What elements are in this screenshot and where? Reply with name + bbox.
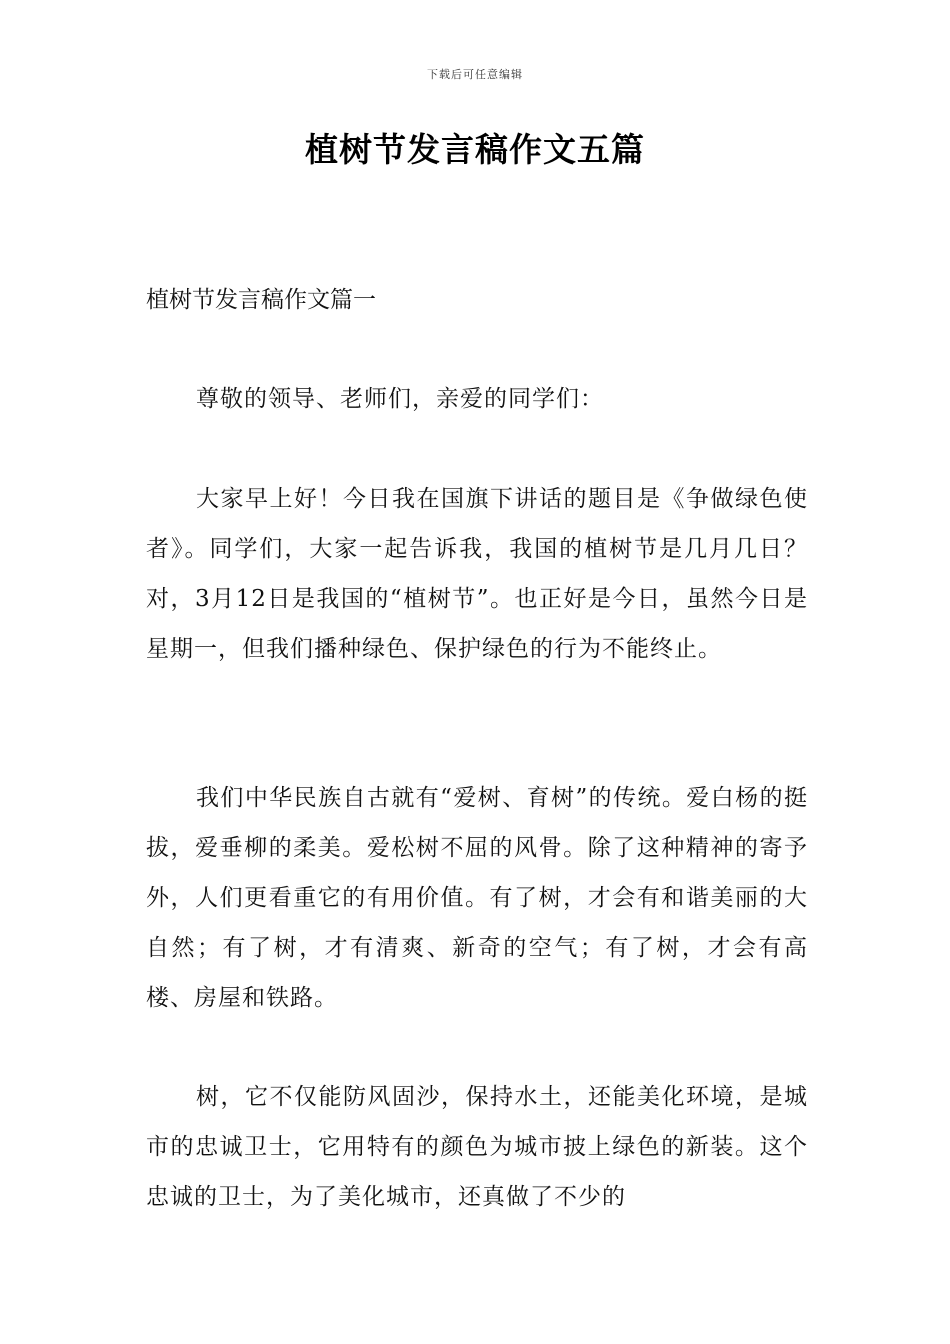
header-note: 下载后可任意编辑: [427, 68, 523, 81]
paragraph: 树，它不仅能防风固沙，保持水土，还能美化环境，是城市的忠诚卫士，它用特有的颜色为城市披上绿色的新装。这个忠诚的卫士，为了美化城市，还真做了不少的: [146, 1084, 808, 1210]
paragraph-greeting: 尊敬的领导、老师们，亲爱的同学们：: [196, 386, 604, 412]
section-heading: 植树节发言稿作文篇一: [146, 287, 376, 313]
paragraph: 我们中华民族自古就有“爱树、育树”的传统。爱白杨的挺拔，爱垂柳的柔美。爱松树不屈的风骨。除了这种精神的寄予外，人们更看重它的有用价值。有了树，才会有和谐美丽的大自然；有了树，才有清爽、新奇的空气；有了树，才会有高楼、房屋和铁路。: [146, 785, 808, 1011]
paragraph: 大家早上好！今日我在国旗下讲话的题目是《争做绿色使者》。同学们，大家一起告诉我，我国的植树节是几月几日？对，3月12日是我国的“植树节”。也正好是今日，虽然今日是星期一，但我们播种绿色、保护绿色的行为不能终止。: [146, 486, 808, 662]
document-title: 植树节发言稿作文五篇: [305, 130, 645, 169]
